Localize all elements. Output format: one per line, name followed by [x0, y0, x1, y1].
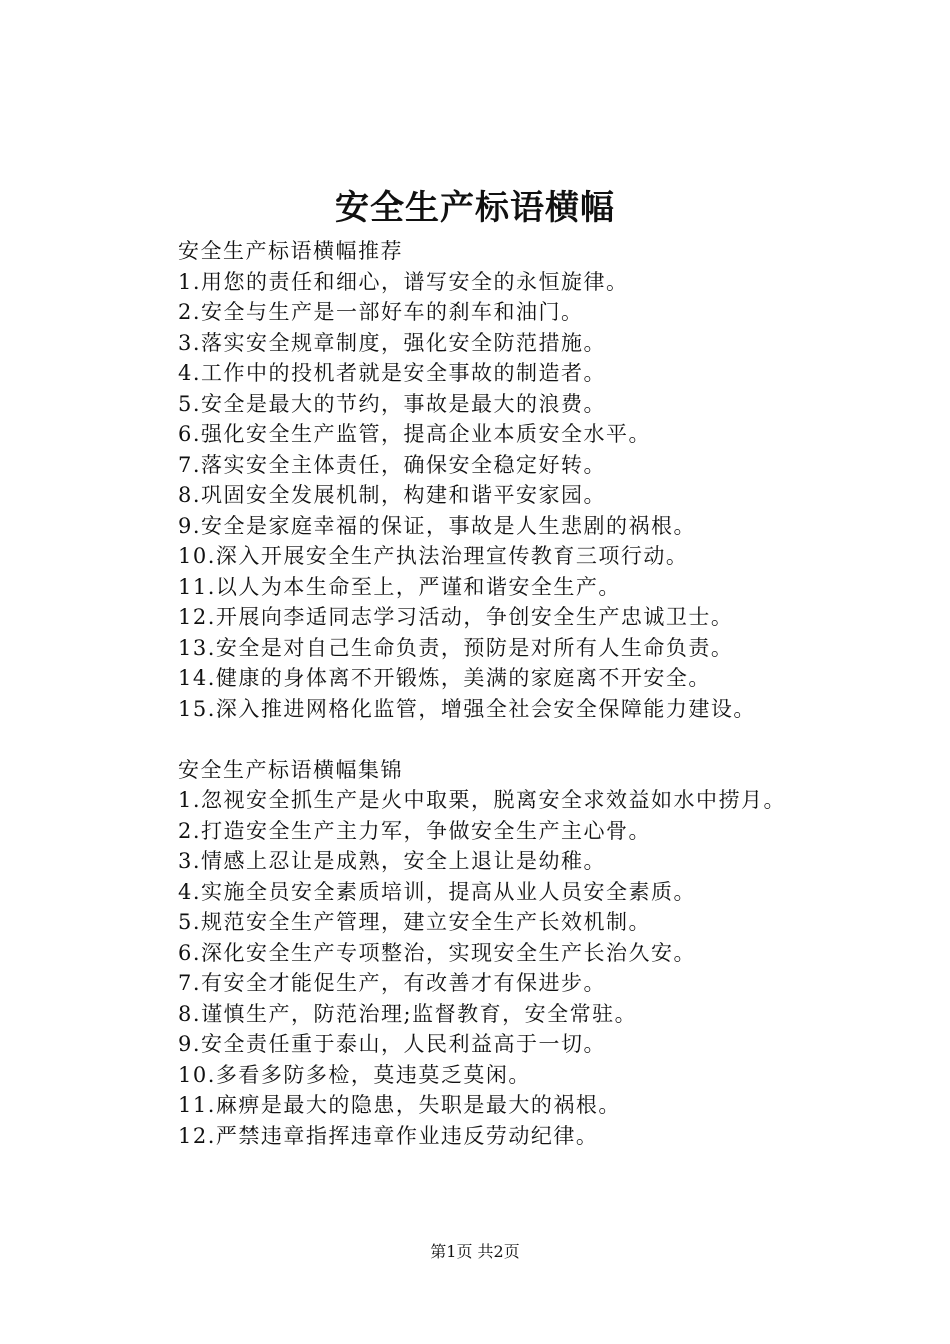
slogan-item: 8.谨慎生产，防范治理;监督教育，安全常驻。 — [178, 1001, 638, 1026]
slogan-item: 15.深入推进网格化监管，增强全社会安全保障能力建设。 — [178, 696, 756, 721]
document-body — [130, 236, 830, 1151]
slogan-item: 2.打造安全生产主力军，争做安全生产主心骨。 — [178, 818, 652, 843]
slogan-item: 9.安全是家庭幸福的保证，事故是人生悲剧的祸根。 — [178, 513, 697, 538]
slogan-item: 12.开展向李适同志学习活动，争创安全生产忠诚卫士。 — [178, 605, 734, 629]
slogan-item: 6.深化安全生产专项整治，实现安全生产长治久安。 — [178, 940, 697, 965]
slogan-item: 11.麻痹是最大的隐患，失职是最大的祸根。 — [178, 1093, 621, 1117]
slogan-item: 5.规范安全生产管理，建立安全生产长效机制。 — [178, 910, 652, 934]
slogan-item: 3.情感上忍让是成熟，安全上退让是幼稚。 — [178, 849, 607, 873]
slogan-item: 10.深入开展安全生产执法治理宣传教育三项行动。 — [178, 544, 689, 568]
slogan-item: 13.安全是对自己生命负责，预防是对所有人生命负责。 — [178, 635, 734, 660]
slogan-item: 10.多看多防多检，莫违莫乏莫闲。 — [178, 1062, 531, 1087]
slogan-item: 4.工作中的投机者就是安全事故的制造者。 — [178, 361, 607, 385]
slogan-item: 4.实施全员安全素质培训，提高从业人员安全素质。 — [178, 879, 697, 904]
slogan-item: 5.安全是最大的节约，事故是最大的浪费。 — [178, 391, 607, 416]
section-heading: 安全生产标语横幅集锦 — [178, 757, 403, 782]
slogan-item: 7.落实安全主体责任，确保安全稳定好转。 — [178, 452, 607, 477]
slogan-item: 1.用您的责任和细心，谱写安全的永恒旋律。 — [178, 269, 629, 294]
slogan-item: 11.以人为本生命至上，严谨和谐安全生产。 — [178, 574, 621, 599]
slogan-item: 14.健康的身体离不开锻炼，美满的家庭离不开安全。 — [178, 666, 711, 690]
page-footer: 第1页 共2页 — [430, 1242, 520, 1261]
slogan-item: 2.安全与生产是一部好车的刹车和油门。 — [178, 300, 584, 324]
slogan-item: 7.有安全才能促生产，有改善才有保进步。 — [178, 971, 607, 995]
slogan-item: 8.巩固安全发展机制，构建和谐平安家园。 — [178, 483, 607, 507]
section-collection — [130, 755, 830, 1152]
slogan-item: 9.安全责任重于泰山，人民利益高于一切。 — [178, 1032, 607, 1056]
document-title: 安全生产标语横幅 — [335, 188, 615, 228]
slogan-item: 1.忽视安全抓生产是火中取栗，脱离安全求效益如水中捞月。 — [178, 788, 787, 812]
section-recommended — [130, 236, 830, 724]
slogan-item: 3.落实安全规章制度，强化安全防范措施。 — [178, 330, 607, 355]
slogan-item: 6.强化安全生产监管，提高企业本质安全水平。 — [178, 422, 652, 446]
slogan-item: 12.严禁违章指挥违章作业违反劳动纪律。 — [178, 1123, 599, 1148]
section-heading: 安全生产标语横幅推荐 — [178, 239, 403, 263]
